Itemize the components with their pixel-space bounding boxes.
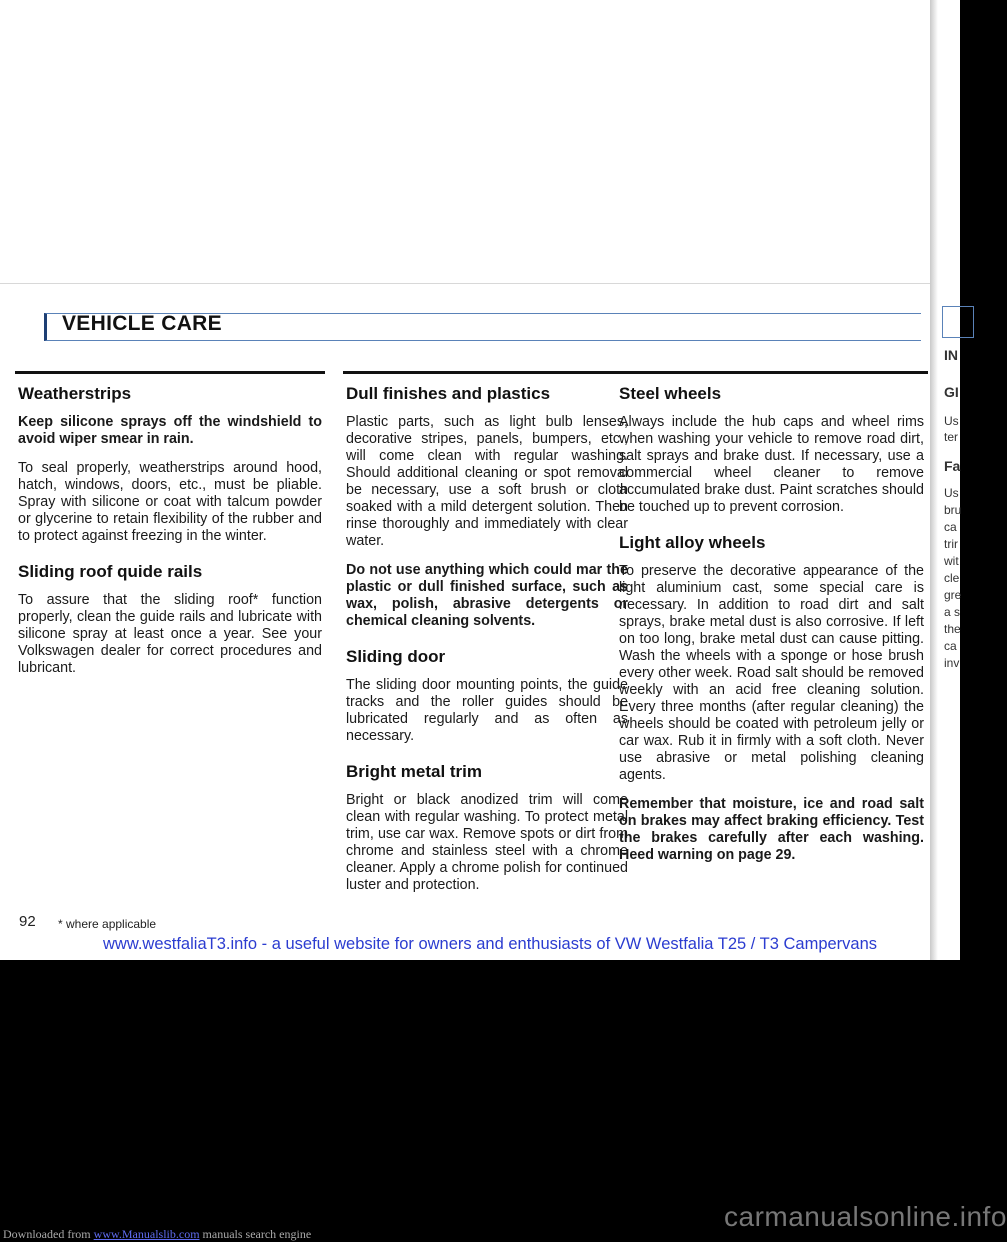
next-page-fragment: IN: [944, 347, 958, 363]
next-page-fragment: ter: [944, 430, 959, 444]
bright-metal-trim-text: Bright or black anodized trim will come clean with regular washing. To protect metal trim, use car wax. Remove spots or dirt from chrome and stainless steel with a chrome cleaner. Apply a chrome polish for continued luster and protection.: [346, 792, 628, 893]
column-1: [18, 385, 322, 689]
column-3-rule: [616, 371, 928, 374]
section-title: VEHICLE CARE: [62, 312, 222, 335]
bright-metal-trim-heading: Bright metal trim: [346, 762, 483, 781]
page-number: 92: [19, 913, 36, 930]
sliding-roof-heading: Sliding roof quide rails: [18, 562, 203, 581]
next-page-fragment: wit: [944, 554, 959, 568]
weatherstrips-heading: Weatherstrips: [18, 384, 132, 403]
download-source-bar: [3, 1227, 311, 1242]
next-page-fragment: cle: [944, 571, 960, 585]
steel-wheels-text: Always include the hub caps and wheel rims when washing your vehicle to remove road dirt, salt sprays and brake dust. If necessary, use a commercial wheel cleaner to remove accumulated brake dust. Paint scratches should be touched up to prevent corrosion.: [619, 414, 924, 515]
next-page-fragment: ca: [944, 520, 957, 534]
column-2: [346, 385, 628, 906]
column-2-rule: [343, 371, 633, 374]
light-alloy-wheels-heading: Light alloy wheels: [619, 533, 766, 552]
dull-finishes-heading: Dull finishes and plastics: [346, 384, 551, 403]
page-top-divider: [0, 283, 930, 284]
next-page-edge: [930, 0, 960, 960]
column-3: [619, 385, 924, 876]
next-page-fragment: ca: [944, 639, 957, 653]
scan-background: [0, 960, 960, 1242]
next-page-fragment: the: [944, 622, 961, 636]
carmanualsonline-watermark: carmanualsonline.info: [724, 1201, 1007, 1232]
sliding-door-text: The sliding door mounting points, the guide tracks and the roller guides should be lubricated regularly and as often as necessary.: [346, 677, 628, 744]
next-page-fragment: bru: [944, 503, 962, 517]
manualslib-link[interactable]: www.Manualslib.com: [93, 1227, 200, 1241]
weatherstrips-warning: Keep silicone sprays off the windshield to avoid wiper smear in rain.: [18, 414, 322, 447]
next-page-fragment: Us: [944, 486, 959, 500]
next-page-header-frame: [942, 306, 974, 338]
light-alloy-wheels-text: To preserve the decorative appearance of the light aluminium cast, some special care is necessary. In addition to road dirt and salt sprays, brake metal dust is also corrosive. If left on too long, brake metal dust can cause pitting. Wash the wheels with a sponge or hose brush every other week. Road salt should be removed weekly with an acid free cleaning solution. Every three months (after regular cleaning) the wheels should be coated with petroleum jelly or car wax. Rub it in firmly with a soft cloth. Never use abrasive or metal polishing cleaning agents.: [619, 563, 924, 783]
sliding-roof-text: To assure that the sliding roof* function properly, clean the guide rails and lubricate with silicone spray at least once a year. See your Volkswagen dealer for correct procedures and lubricant.: [18, 592, 322, 676]
next-page-fragment: trir: [944, 537, 958, 551]
steel-wheels-heading: Steel wheels: [619, 384, 722, 403]
next-page-fragment: GI: [944, 384, 959, 400]
next-page-fragment: a s: [944, 605, 961, 619]
sliding-door-heading: Sliding door: [346, 647, 446, 666]
weatherstrips-text: To seal properly, weatherstrips around hood, hatch, windows, doors, etc., must be pliable. Spray with silicone or coat with talcum powder or glycerine to retain flexibility of the rubber and to protect against freezing in the winter.: [18, 460, 322, 544]
footnote: * where applicable: [58, 917, 157, 931]
column-1-rule: [15, 371, 325, 374]
download-suffix: manuals search engine: [202, 1227, 312, 1241]
westfalia-website-note[interactable]: www.westfaliaT3.info - a useful website for owners and enthusiasts of VW Westfalia T25 / T3 Campervans: [103, 935, 878, 953]
download-prefix: Downloaded from: [3, 1227, 91, 1241]
brakes-warning: Remember that moisture, ice and road salt on brakes may affect braking efficiency. Test the brakes carefully after each washing. Heed warning on page 29.: [619, 796, 924, 863]
dull-finishes-warning: Do not use anything which could mar the plastic or dull finished surface, such as wax, polish, abrasive detergents or chemical cleaning solvents.: [346, 562, 628, 629]
page-fold-shadow: [930, 0, 938, 960]
next-page-fragment: Us: [944, 414, 959, 428]
next-page-fragment: gre: [944, 588, 962, 602]
next-page-fragment: inv: [944, 656, 960, 670]
next-page-fragment: Fa: [944, 458, 961, 474]
dull-finishes-text: Plastic parts, such as light bulb lenses, decorative stripes, panels, bumpers, etc., will come clean with regular washing. Should additional cleaning or spot removal be necessary, use a soft brush or cloth soaked with a mild detergent solution. Then rinse thoroughly and immediately with clear water.: [346, 414, 628, 549]
